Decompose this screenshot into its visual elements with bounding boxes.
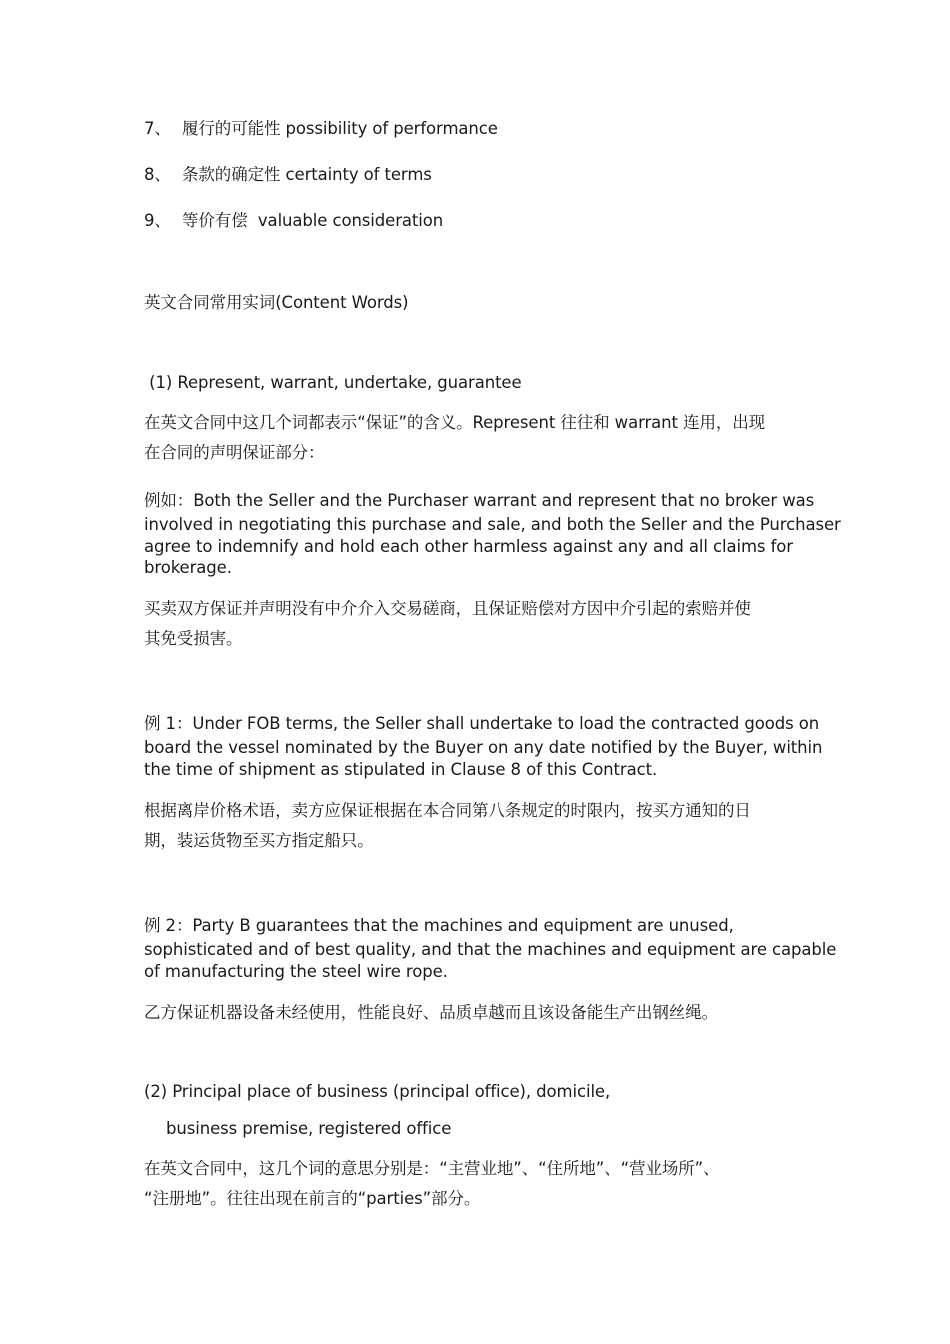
example-chinese xyxy=(144,998,824,1028)
paragraph-line: 例 2：Party B guarantees that the machines and equipment are unused, xyxy=(144,916,734,935)
paragraph-line: 期，装运货物至买方指定船只。 xyxy=(144,831,374,850)
paragraph-line: 买卖双方保证并声明没有中介介入交易磋商，且保证赔偿对方因中介引起的索赔并使 xyxy=(144,599,751,618)
paragraph-line: of manufacturing the steel wire rope. xyxy=(144,961,448,981)
paragraph-line: 乙方保证机器设备未经使用，性能良好、品质卓越而且该设备能生产出钢丝绳。 xyxy=(144,1003,719,1022)
list-number: 8、 xyxy=(144,165,171,184)
paragraph-line: agree to indemnify and hold each other harmless against any and all claims for xyxy=(144,536,793,556)
list-item xyxy=(144,210,443,232)
section-title: 英文合同常用实词(Content Words) xyxy=(144,293,409,312)
example-english xyxy=(144,710,824,780)
list-item xyxy=(144,164,432,186)
subsection-heading: (2) Principal place of business (principal office), domicile, xyxy=(144,1082,611,1101)
example-chinese xyxy=(144,594,824,654)
example-english xyxy=(144,488,841,579)
paragraph-line: “注册地”。往往出现在前言的“parties”部分。 xyxy=(144,1189,481,1208)
list-number: 9、 xyxy=(144,211,171,230)
example-chinese xyxy=(144,796,824,856)
paragraph-line: 根据离岸价格术语，卖方应保证根据在本合同第八条规定的时限内，按买方通知的日 xyxy=(144,801,751,820)
explanation-paragraph xyxy=(144,1154,824,1214)
paragraph-line: board the vessel nominated by the Buyer on any date notified by the Buyer, within xyxy=(144,738,823,757)
paragraph-line: the time of shipment as stipulated in Clause 8 of this Contract. xyxy=(144,759,658,779)
list-number: 7、 xyxy=(144,119,171,138)
subsection-heading-continued: business premise, registered office xyxy=(166,1119,452,1138)
paragraph-line: sophisticated and of best quality, and that the machines and equipment are capable xyxy=(144,940,837,959)
list-text: 履行的可能性 possibility of performance xyxy=(182,119,498,138)
list-text: 等价有偿 valuable consideration xyxy=(182,211,444,230)
paragraph-line: brokerage. xyxy=(144,558,232,577)
paragraph-line: 在合同的声明保证部分： xyxy=(144,443,325,462)
example-english xyxy=(144,912,837,982)
paragraph-line: 例如：Both the Seller and the Purchaser warrant and represent that no broker was xyxy=(144,491,815,510)
paragraph-line: 例 1：Under FOB terms, the Seller shall undertake to load the contracted goods on xyxy=(144,714,820,733)
list-text: 条款的确定性 certainty of terms xyxy=(182,165,432,184)
paragraph-line: 在英文合同中这几个词都表示“保证”的含义。Represent 往往和 warrant 连用，出现 xyxy=(144,413,766,432)
list-item xyxy=(144,118,498,140)
subsection-heading: (1) Represent, warrant, undertake, guarantee xyxy=(144,373,522,392)
paragraph-line: 在英文合同中，这几个词的意思分别是：“主营业地”、“住所地”、“营业场所”、 xyxy=(144,1159,720,1178)
paragraph-line: 其免受损害。 xyxy=(144,629,243,648)
paragraph-line: involved in negotiating this purchase and sale, and both the Seller and the Purchaser xyxy=(144,515,841,534)
intro-paragraph xyxy=(144,408,824,468)
